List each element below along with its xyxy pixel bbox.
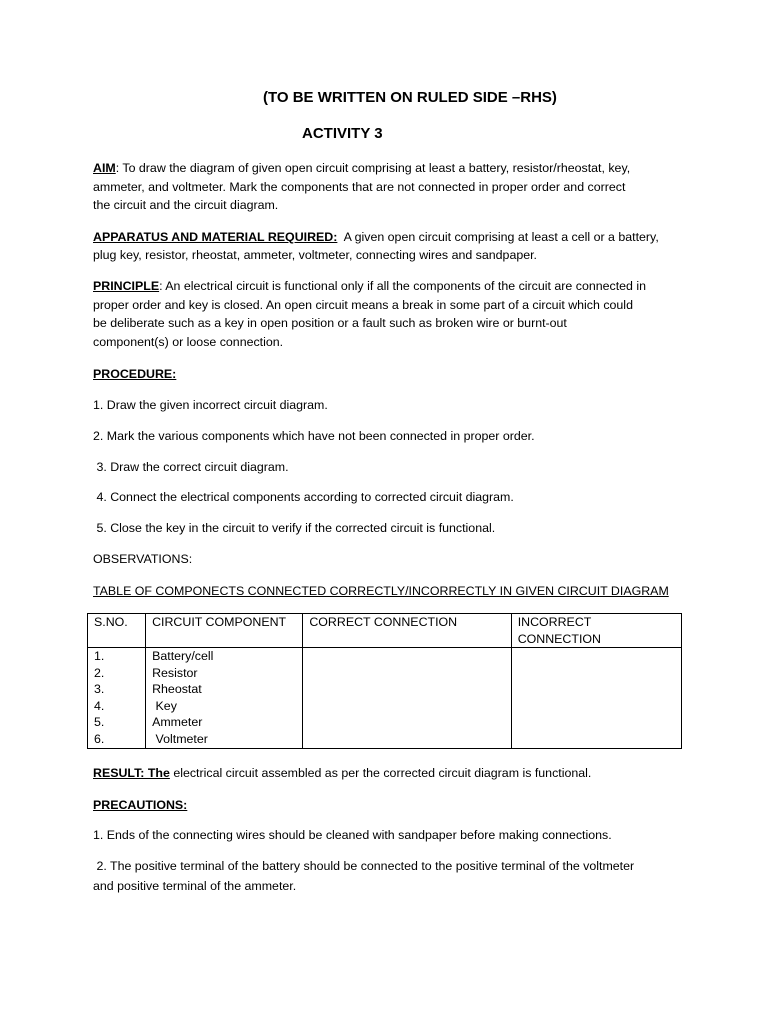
serial-6: 6. <box>94 731 105 746</box>
result-text: electrical circuit assembled as per the corrected circuit diagram is functional. <box>169 766 592 780</box>
serial-1: 1. <box>94 649 105 663</box>
component-4: Key <box>152 698 177 713</box>
component-2: Resistor <box>152 665 198 680</box>
incorrect-connection-cell <box>511 648 681 749</box>
component-5: Ammeter <box>152 715 203 729</box>
principle-label: PRINCIPLE <box>93 279 160 293</box>
col-component: CIRCUIT COMPONENT <box>146 614 303 648</box>
procedure-label: PROCEDURE: <box>93 367 177 381</box>
precautions-label: PRECAUTIONS: <box>93 798 188 812</box>
col-sno: S.NO. <box>88 614 146 648</box>
component-6: Voltmeter <box>152 731 208 746</box>
precaution-1: 1. Ends of the connecting wires should be cleaned with sandpaper before making connections. <box>93 828 612 842</box>
observation-table <box>87 613 682 749</box>
principle-line-4: component(s) or loose connection. <box>93 335 284 349</box>
apparatus-label: APPARATUS AND MATERIAL REQUIRED: <box>93 230 338 244</box>
aim-line-1 <box>93 159 630 177</box>
correct-connection-cell <box>303 648 511 749</box>
procedure-step-5: 5. Close the key in the circuit to verify if the corrected circuit is functional. <box>93 521 496 535</box>
procedure-step-1: 1. Draw the given incorrect circuit diagram. <box>93 398 328 412</box>
component-1: Battery/cell <box>152 649 214 663</box>
principle-line-2: proper order and key is closed. An open circuit means a break in some part of a circuit which could <box>93 298 633 312</box>
component-cell <box>146 648 303 749</box>
apparatus-line-1 <box>93 228 659 246</box>
ruled-side-instruction: (TO BE WRITTEN ON RULED SIDE –RHS) <box>263 89 557 106</box>
serial-5: 5. <box>94 715 105 729</box>
result-label: RESULT: The <box>93 766 170 780</box>
principle-text: : An electrical circuit is functional only if all the components of the circuit are connected in <box>159 279 647 293</box>
table-title: TABLE OF COMPONECTS CONNECTED CORRECTLY/INCORRECTLY IN GIVEN CIRCUIT DIAGRAM <box>93 584 669 598</box>
observations-label: OBSERVATIONS: <box>93 552 193 566</box>
component-3: Rheostat <box>152 682 202 696</box>
procedure-step-2: 2. Mark the various components which have not been connected in proper order. <box>93 429 535 443</box>
precaution-2-cont: and positive terminal of the ammeter. <box>93 879 297 893</box>
principle-line-3: be deliberate such as a key in open position or a fault such as broken wire or burnt-out <box>93 316 567 330</box>
table-header-row <box>88 614 682 648</box>
precaution-2: 2. The positive terminal of the battery should be connected to the positive terminal of the voltmeter <box>93 859 635 873</box>
serial-2: 2. <box>94 665 105 680</box>
procedure-step-3: 3. Draw the correct circuit diagram. <box>93 460 289 474</box>
apparatus-line-2: plug key, resistor, rheostat, ammeter, voltmeter, connecting wires and sandpaper. <box>93 248 537 262</box>
col-correct: CORRECT CONNECTION <box>303 614 511 648</box>
col-incorrect: INCORRECT CONNECTION <box>511 614 681 648</box>
aim-line-2: ammeter, and voltmeter. Mark the components that are not connected in proper order and correct <box>93 180 626 194</box>
aim-text: : To draw the diagram of given open circuit comprising at least a battery, resistor/rheostat, key, <box>115 161 631 175</box>
serial-4: 4. <box>94 698 105 713</box>
procedure-step-4: 4. Connect the electrical components according to corrected circuit diagram. <box>93 490 514 504</box>
aim-label: AIM <box>93 161 116 175</box>
serial-3: 3. <box>94 682 105 696</box>
aim-line-3: the circuit and the circuit diagram. <box>93 198 279 212</box>
result-line <box>93 764 591 782</box>
serial-cell <box>88 648 146 749</box>
apparatus-text: A given open circuit comprising at least a cell or a battery, <box>337 230 659 244</box>
activity-title: ACTIVITY 3 <box>302 125 383 142</box>
table-body-row <box>88 648 682 749</box>
principle-line-1 <box>93 277 646 295</box>
